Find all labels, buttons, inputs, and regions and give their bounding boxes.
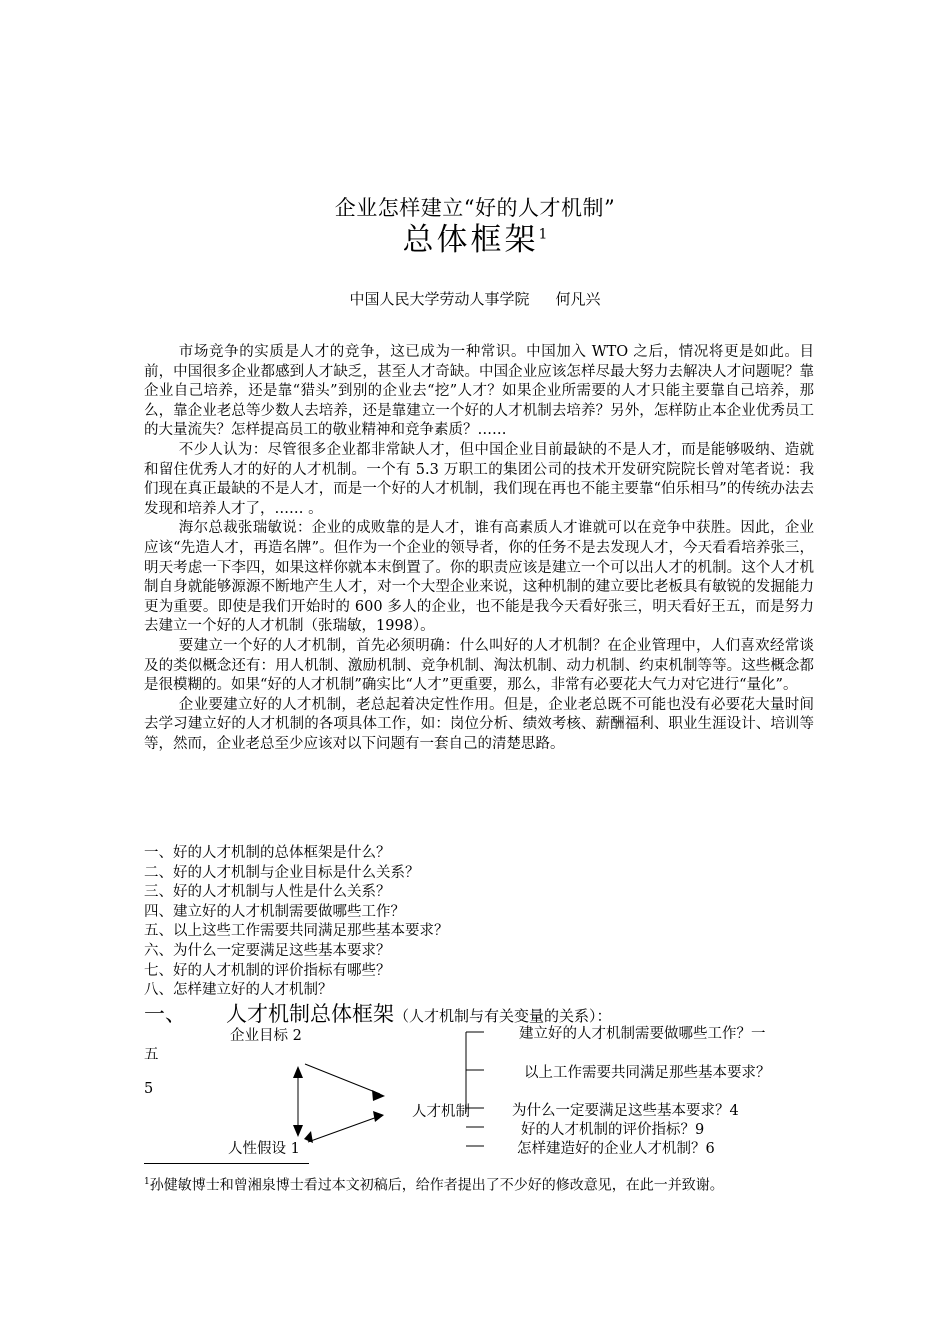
arrow-shaft-nature-mechanism bbox=[308, 1116, 380, 1142]
arrowhead-right bbox=[373, 1111, 384, 1122]
diagram-item-5: 怎样建造好的企业人才机制？6 bbox=[517, 1141, 715, 1157]
section-subtitle: （人才机制与有关变量的关系）： bbox=[394, 1007, 612, 1025]
list-item: 四、建立好的人才机制需要做哪些工作？ bbox=[144, 903, 405, 920]
list-item: 七、好的人才机制的评价指标有哪些？ bbox=[144, 962, 391, 979]
title-footnote-mark[interactable]: 1 bbox=[538, 226, 548, 243]
list-item: 一、好的人才机制的总体框架是什么？ bbox=[144, 845, 391, 861]
paragraph: 市场竞争的实质是人才的竞争，这已成为一种常识。中国加入 WTO 之后，情况将更是如此。目前，中国很多企业都感到人才缺乏，甚至人才奇缺。中国企业应该怎样尽最大努力去解决人才问题呢？靠企业自己培养，还是靠“猎头”到别的企业去“挖”人才？如果企业所需要的人才只能主要靠自己培养，那么，靠企业老总等少数人去培养，还是靠建立一个好的人才机制去培养？另外，怎样防止本企业优秀员工的大量流失？怎样提高员工的敬业精神和竞争素质？…… bbox=[144, 344, 814, 439]
title-line-1: 企业怎样建立“好的人才机制” bbox=[334, 196, 616, 220]
footnote-mark: 1 bbox=[144, 1177, 150, 1187]
section-number: 一、 bbox=[144, 1002, 186, 1026]
arrowhead-down bbox=[293, 1125, 303, 1137]
paragraph: 不少人认为：尽管很多企业都非常缺人才，但中国企业目前最缺的不是人才，而是能够吸纳、造就和留住优秀人才的好的人才机制。一个有 5.3 万职工的集团公司的技术开发研究院院长曾对笔者说：我们现在真正最缺的不是人才，而是一个好的人才机制，我们现在再也不能主要靠“伯乐相马”的传统办法去发现和培养人才了，…… 。 bbox=[144, 441, 814, 517]
diagram-item-2-wrap: 5 bbox=[144, 1081, 154, 1097]
list-item: 八、怎样建立好的人才机制？ bbox=[144, 982, 333, 999]
list-item: 三、好的人才机制与人性是什么关系？ bbox=[144, 884, 391, 901]
paragraph: 企业要建立好的人才机制，老总起着决定性作用。但是，企业老总既不可能也没有必要花大量时间去学习建立好的人才机制的各项具体工作，如：岗位分析、绩效考核、薪酬福利、职业生涯设计、培训等等，然而，企业老总至少应该对以下问题有一套自己的清楚思路。 bbox=[144, 696, 814, 752]
title-main: 总体框架 bbox=[402, 222, 539, 258]
arrowhead-left bbox=[304, 1131, 313, 1143]
diagram-item-2: 以上工作需要共同满足那些基本要求？ bbox=[524, 1065, 771, 1081]
arrow-shaft-goal-mechanism bbox=[305, 1064, 380, 1094]
author-institution: 中国人民大学劳动人事学院 bbox=[349, 290, 530, 308]
diagram-item-1-wrap: 五 bbox=[144, 1047, 159, 1063]
diagram-item-4: 好的人才机制的评价指标？9 bbox=[521, 1122, 705, 1138]
section-title: 人才机制总体框架 bbox=[226, 1002, 394, 1026]
paragraph: 海尔总裁张瑞敏说：企业的成败靠的是人才，谁有高素质人才谁就可以在竞争中获胜。因此，企业应该“先造人才，再造名牌”。但作为一个企业的领导者，你的任务不是去发现人才，今天看看培养张三，明天考虑一下李四，如果这样你就本末倒置了。你的职责应该是建立一个可以出人才的机制。这个人才机制自身就能够源源不断地产生人才，对一个大型企业来说，这种机制的建立要比老板具有敏锐的发掘能力更为重要。即使是我们开始时的 600 多人的企业，也不能是我今天看好张三，明天看好王五，而是努力去建立一个好的人才机制（张瑞敏，1998）。 bbox=[144, 520, 814, 635]
diagram-goal-label: 企业目标 2 bbox=[230, 1028, 302, 1044]
diagram-nature-label: 人性假设 1 bbox=[228, 1141, 300, 1157]
list-item: 二、好的人才机制与企业目标是什么关系？ bbox=[144, 864, 420, 881]
arrowhead-right bbox=[372, 1090, 385, 1101]
diagram-item-3: 为什么一定要满足这些基本要求？4 bbox=[512, 1103, 739, 1119]
diagram-item-1: 建立好的人才机制需要做哪些工作？一 bbox=[519, 1026, 766, 1042]
paragraph: 要建立一个好的人才机制，首先必须明确：什么叫好的人才机制？在企业管理中，人们喜欢经常谈及的类似概念还有：用人机制、激励机制、竞争机制、淘汰机制、动力机制、约束机制等等。这些概念都是很模糊的。如果“好的人才机制”确实比“人才”更重要，那么，非常有必要花大气力对它进行“量化”。 bbox=[144, 637, 814, 694]
footnote-text: 孙健敏博士和曾湘泉博士看过本文初稿后，给作者提出了不少好的修改意见，在此一并致谢。 bbox=[149, 1177, 724, 1194]
list-item: 五、以上这些工作需要共同满足那些基本要求？ bbox=[144, 923, 449, 940]
arrowhead-up bbox=[293, 1066, 303, 1078]
diagram-mechanism-label: 人才机制 bbox=[412, 1104, 470, 1120]
list-item: 六、为什么一定要满足这些基本要求？ bbox=[144, 942, 391, 959]
author-name: 何凡兴 bbox=[555, 290, 601, 308]
footnote bbox=[144, 1172, 809, 1197]
footnote-divider bbox=[144, 1163, 309, 1164]
